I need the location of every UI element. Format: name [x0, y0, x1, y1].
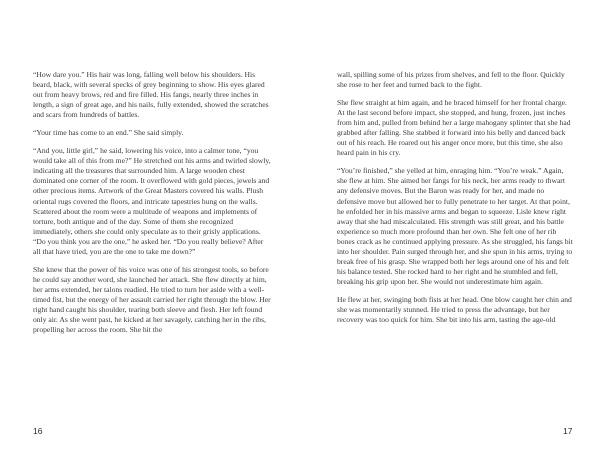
page-number: 17 — [563, 426, 573, 436]
paragraph: “And you, little girl,” he said, lowering his voice, into a calmer tone, “you would take all of this from me?” He stretched out his arms and twirled slowly, indicating all the treasures that surrounded him. A large wooden chest dominated one corner of the room. It overflowed with gold pieces, jewels and other precious items. Artwork of the Great Masters covered his walls. Plush oriental rugs covered the floors, and intricate tapestries hung on the walls. Scattered about the room were a multitude of weapons and implements of torture, both antique and of the day. Some of them she recognized immediately, others she could only speculate as to their grisly applications. “Do you think you are the one,” he asked her. “Do you really believe? After all that have tried, you are the one to take me down?” — [33, 146, 271, 256]
paragraph: “How dare you.” His hair was long, falling well below his shoulders. His beard, black, with several specks of grey beginning to show. His eyes glared out from heavy brows, red and fire filled. His fangs, nearly three inches in length, a sign of great age, and his nails, fully extended, showed the scratches and scars from hundreds of battles. — [33, 70, 269, 120]
page-number: 16 — [33, 426, 43, 436]
paragraph: He flew at her, swinging both fists at her head. One blow caught her chin and she was momentarily stunned. He tried to press the advantage, but her recovery was too quick for him. She bit into his arm, tasting the age-old — [337, 294, 572, 325]
right-page — [300, 0, 600, 463]
paragraph: “Your time has come to an end.” She said simply. — [33, 128, 184, 138]
paragraph: She knew that the power of his voice was one of his strongest tools, so before he could say another word, she launched her attack. She flew directly at him, her arms extended, her talons readied. He tried to turn her aside with a well-timed fist, but the energy of her assault carried her right through the blow. Her right hand caught his shoulder, tearing both sleeve and flesh. Her left found only air. As she went past, he kicked at her savagely, catching her in the ribs, propelling her across the room. She hit the — [33, 264, 271, 335]
paragraph: “You’re finished,” she yelled at him, enraging him. “You’re weak.” Again, she flew at him. She aimed her fangs for his neck, her arms ready to thwart any defensive moves. But the Baron was ready for her, and made no defensive move but allowed her to fully penetrate to her target. At that point, he enfolded her in his massive arms and began to squeeze. Lisle knew right away that she had miscalculated. His strength was still great, and his battle experience so much more profound than her own. She felt one of her rib bones crack as he continued applying pressure. As she struggled, his fangs bit into her shoulder. Pain surged through her, and she spun in his arms, trying to break free of his grasp. She wrapped both her legs around one of his and felt his balance tested. She rocked hard to her right and he stumbled and fell, breaking his grip upon her. She would not underestimate him again. — [337, 166, 573, 286]
right-page-text — [337, 70, 575, 333]
paragraph: She flew straight at him again, and he braced himself for her frontal charge. At the last second before impact, she stopped, and hung, frozen, just inches from him and, pulled from behind her a large mahogany splinter that she had grabbed after falling. She stabbed it forward into his belly and danced back out of his reach. He roared out his anger once more, but this time, she also heard pain in his cry. — [337, 98, 571, 158]
paragraph: wall, spilling some of his prizes from shelves, and fell to the floor. Quickly she rose to her feet and turned back to the fight. — [337, 70, 565, 90]
left-page-text — [33, 70, 271, 343]
